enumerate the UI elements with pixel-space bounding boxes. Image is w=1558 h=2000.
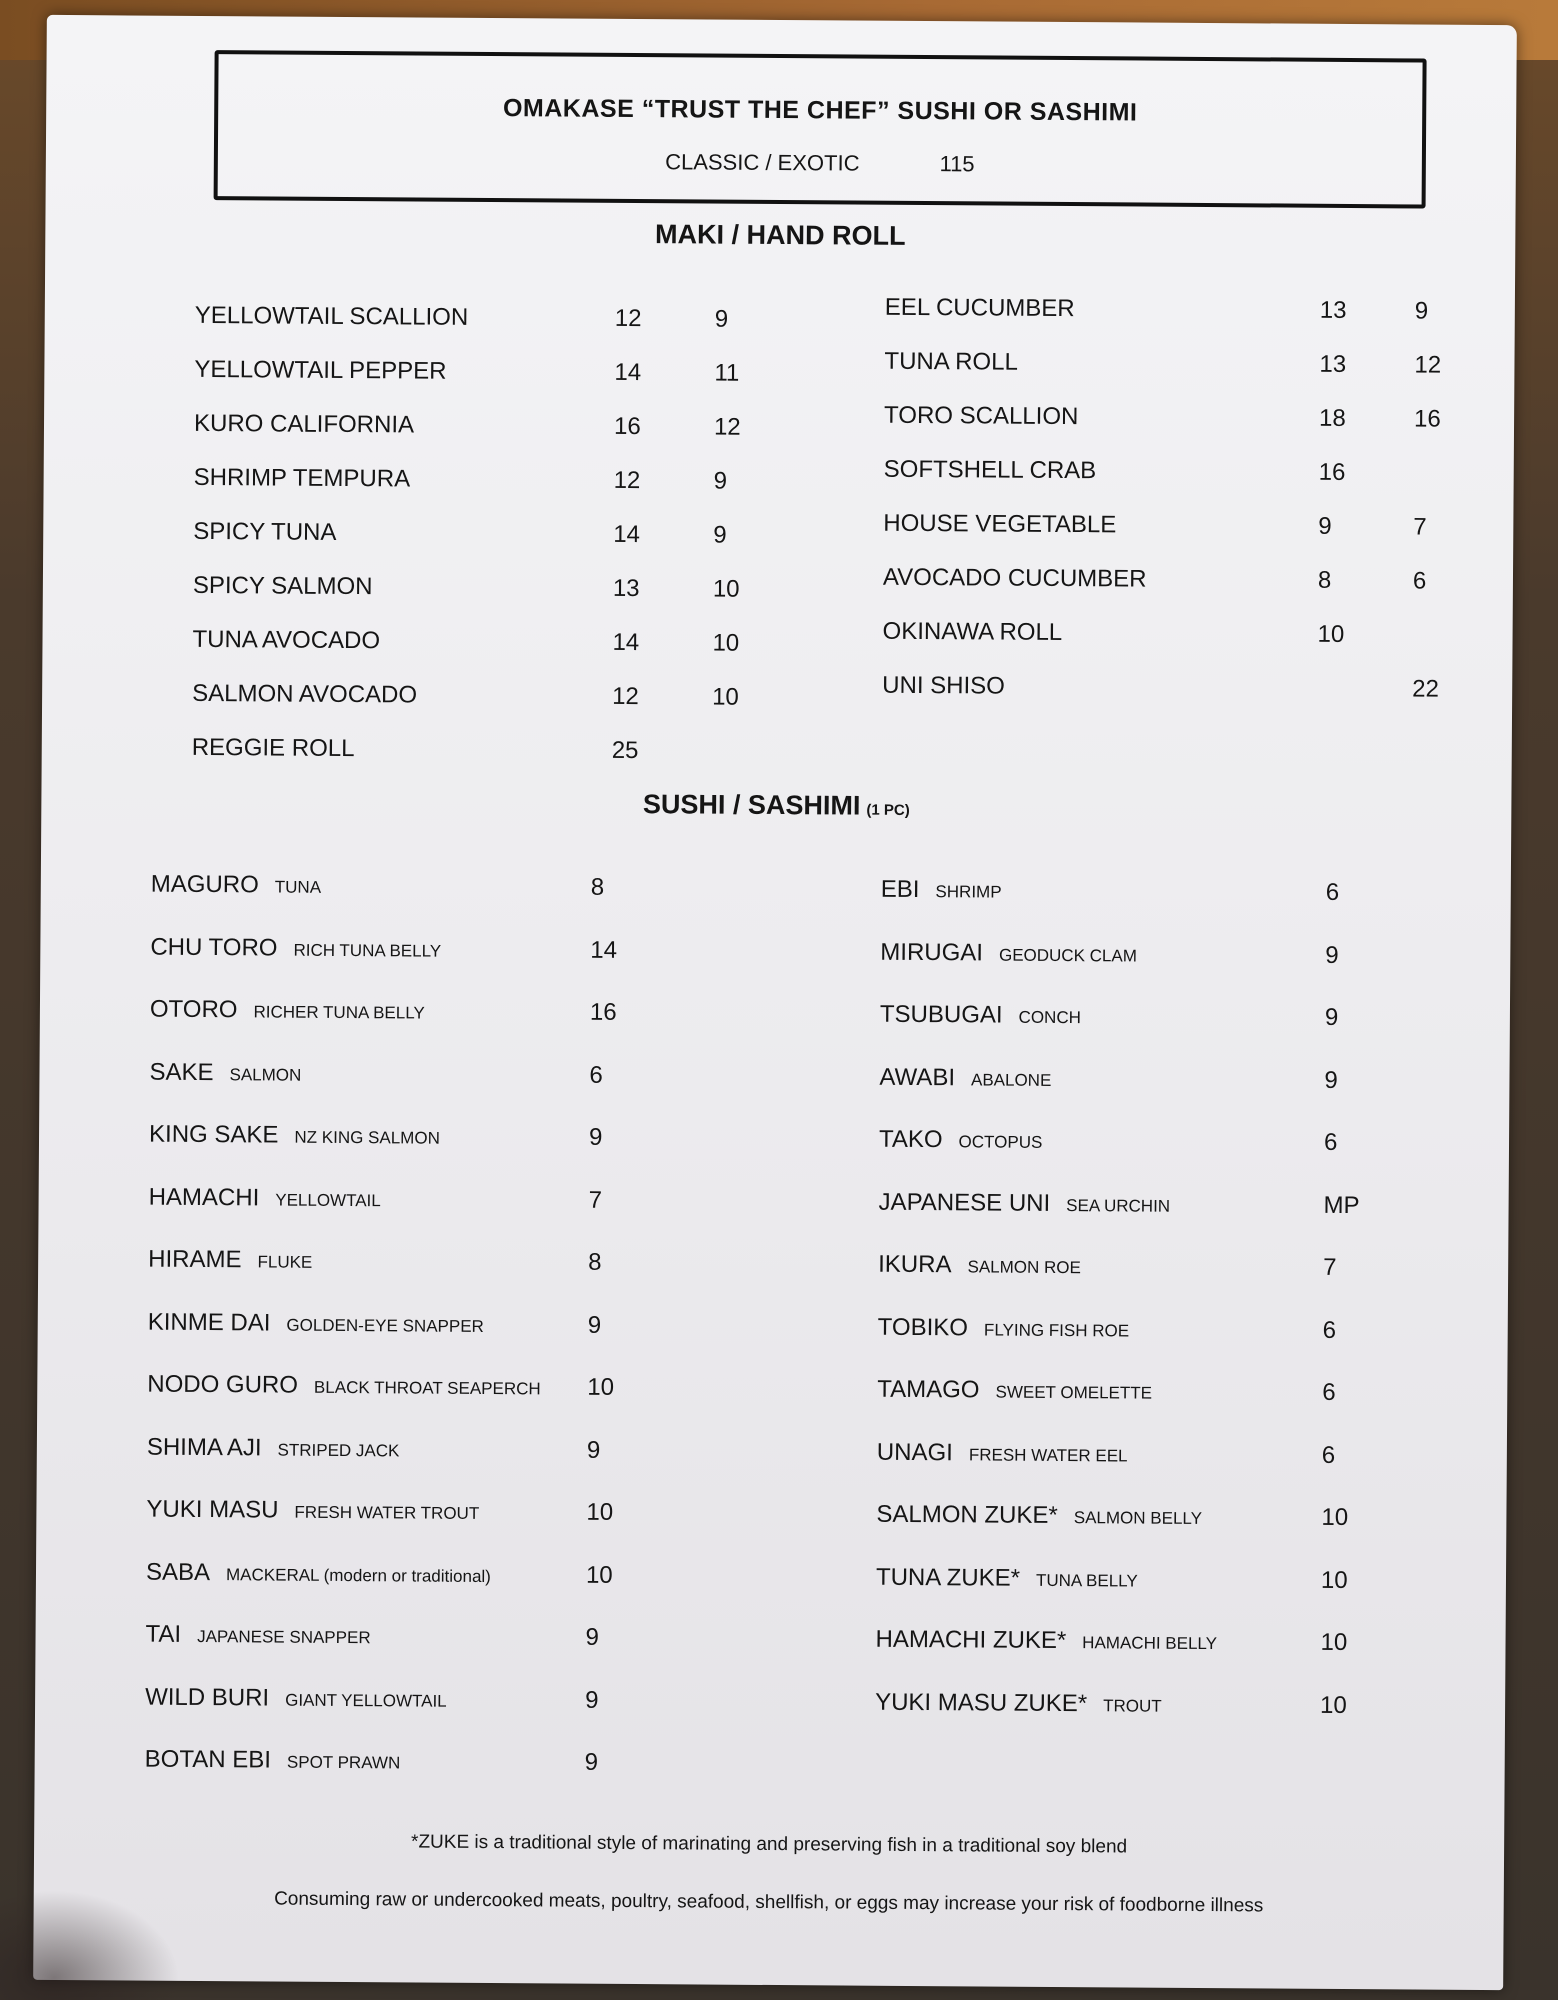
roll-price: 18 (1318, 404, 1346, 432)
list-item (876, 1560, 1381, 1598)
list-item (147, 1368, 647, 1405)
roll-price: 13 (612, 574, 640, 603)
item-japanese-name: SALMON ZUKE* (876, 1500, 1058, 1529)
item-price: 14 (590, 936, 618, 964)
list-item (192, 677, 792, 715)
list-item (145, 1743, 645, 1780)
item-name (877, 1373, 1152, 1411)
item-name (150, 993, 425, 1031)
item-name (877, 1435, 1128, 1473)
roll-price: 14 (614, 358, 642, 387)
item-name (876, 1560, 1138, 1598)
item-name (878, 1185, 1170, 1223)
roll-price: 9 (1318, 512, 1332, 540)
roll-price: 10 (1317, 620, 1345, 648)
item-name: SPICY TUNA (193, 517, 337, 546)
list-item (149, 1055, 649, 1092)
item-name: OKINAWA ROLL (882, 617, 1063, 646)
list-item (145, 1618, 645, 1655)
omakase-box (214, 50, 1427, 208)
list-item (875, 1685, 1380, 1723)
item-description: OCTOPUS (958, 1132, 1043, 1152)
list-item (884, 399, 1494, 437)
item-price: 9 (586, 1436, 601, 1464)
item-name: YELLOWTAIL SCALLION (194, 301, 469, 331)
item-price: 6 (1325, 878, 1340, 906)
item-japanese-name: TUNA ZUKE* (875, 1563, 1021, 1592)
item-name (880, 935, 1137, 973)
item-price: 8 (588, 1248, 602, 1276)
list-item (146, 1493, 646, 1530)
item-description: SHRIMP (935, 882, 1002, 902)
item-description: YELLOWTAIL (275, 1190, 381, 1210)
hand-roll-price: 22 (1412, 675, 1440, 703)
item-name (147, 1368, 541, 1407)
roll-price: 16 (1318, 458, 1346, 486)
list-item (877, 1373, 1382, 1411)
item-price: 7 (1323, 1253, 1337, 1281)
item-price: 10 (1321, 1503, 1349, 1532)
omakase-options: CLASSIC / EXOTIC (665, 149, 860, 176)
item-name: TORO SCALLION (884, 401, 1079, 431)
item-japanese-name: TAMAGO (877, 1375, 980, 1404)
item-name (145, 1680, 447, 1718)
item-name (148, 1305, 484, 1343)
item-description: FLUKE (257, 1252, 313, 1272)
list-item (193, 569, 793, 607)
list-item (151, 868, 651, 905)
list-item (879, 1060, 1384, 1098)
item-name (879, 1123, 1043, 1160)
item-japanese-name: IKURA (878, 1250, 952, 1279)
item-name (146, 1493, 479, 1531)
item-name: SPICY SALMON (192, 571, 373, 601)
item-japanese-name: YUKI MASU ZUKE* (875, 1688, 1088, 1717)
item-japanese-name: MIRUGAI (880, 938, 984, 966)
item-name: EEL CUCUMBER (884, 293, 1075, 323)
list-item (192, 623, 792, 661)
item-name: UNI SHISO (882, 671, 1005, 700)
item-description: FRESH WATER TROUT (294, 1502, 480, 1523)
menu-page (33, 15, 1517, 1990)
item-japanese-name: SAKE (149, 1058, 214, 1086)
item-name (150, 930, 441, 968)
roll-price: 13 (1319, 296, 1347, 324)
item-price: 6 (1322, 1316, 1337, 1344)
item-price: 10 (1320, 1628, 1348, 1657)
hand-roll-price: 7 (1413, 513, 1427, 541)
item-description: SALMON ROE (967, 1257, 1081, 1278)
item-description: STRIPED JACK (277, 1440, 400, 1460)
item-japanese-name: HIRAME (148, 1245, 242, 1274)
item-description: SALMON (229, 1064, 302, 1085)
item-price: 10 (1320, 1566, 1348, 1594)
list-item (883, 561, 1493, 599)
list-item (192, 731, 792, 769)
hand-roll-price: 10 (712, 629, 740, 657)
hand-roll-price: 9 (713, 467, 728, 495)
item-price: 10 (585, 1561, 613, 1589)
item-price: 9 (585, 1686, 599, 1714)
roll-price: 12 (614, 304, 642, 333)
item-price: 9 (588, 1123, 603, 1151)
item-description: BLACK THROAT SEAPERCH (313, 1377, 541, 1399)
list-item (149, 1118, 649, 1155)
item-price: 7 (588, 1186, 603, 1214)
item-name: HOUSE VEGETABLE (883, 509, 1117, 539)
item-price: 6 (1321, 1441, 1336, 1469)
item-price: 10 (587, 1373, 615, 1401)
list-item (193, 515, 793, 553)
item-name (146, 1555, 491, 1593)
roll-price: 25 (611, 736, 639, 765)
list-item (195, 299, 795, 337)
list-item (148, 1305, 648, 1342)
item-name (881, 873, 1002, 910)
item-japanese-name: EBI (880, 875, 920, 904)
item-name (148, 1243, 312, 1280)
item-name (876, 1498, 1202, 1536)
item-description: SEA URCHIN (1066, 1195, 1171, 1216)
health-warning: Consuming raw or undercooked meats, poultry, seafood, shellfish, or eggs may increase your risk of foodborne illness (274, 1888, 1264, 1917)
hand-roll-price: 10 (712, 683, 739, 711)
list-item (877, 1435, 1382, 1473)
list-item (875, 1623, 1380, 1661)
hand-roll-price: 9 (1414, 297, 1429, 325)
sushi-title: SUSHI / SASHIMI (642, 789, 861, 821)
roll-price: 12 (612, 682, 639, 711)
omakase-price: 115 (939, 151, 975, 177)
item-price: 9 (585, 1623, 600, 1651)
item-name (151, 868, 322, 905)
hand-roll-price: 9 (714, 305, 729, 333)
item-name: SALMON AVOCADO (192, 679, 418, 709)
item-price: 10 (586, 1498, 614, 1526)
item-description: FLYING FISH ROE (983, 1319, 1130, 1340)
item-name (878, 1310, 1130, 1348)
item-description: GOLDEN-EYE SNAPPER (286, 1315, 484, 1336)
item-description: SPOT PRAWN (286, 1752, 401, 1773)
item-japanese-name: NODO GURO (147, 1370, 299, 1399)
item-name (148, 1180, 380, 1218)
item-name (145, 1618, 370, 1656)
list-item (884, 345, 1494, 383)
list-item (149, 1180, 649, 1217)
list-item (885, 291, 1495, 329)
list-item (880, 998, 1385, 1036)
item-japanese-name: CHU TORO (150, 933, 278, 962)
item-name: YELLOWTAIL PEPPER (194, 355, 447, 385)
zuke-footnote: *ZUKE is a traditional style of marinating and preserving fish in a traditional soy blend (411, 1831, 1128, 1858)
list-item (882, 669, 1492, 707)
list-item (878, 1248, 1383, 1286)
list-item (146, 1555, 646, 1592)
roll-price: 14 (612, 628, 640, 657)
item-description: TROUT (1103, 1695, 1162, 1716)
item-japanese-name: SHIMA AJI (146, 1433, 262, 1461)
item-japanese-name: KINME DAI (147, 1308, 271, 1336)
item-description: RICHER TUNA BELLY (253, 1002, 425, 1023)
item-japanese-name: UNAGI (876, 1438, 953, 1466)
item-name: AVOCADO CUCUMBER (882, 563, 1147, 593)
omakase-line (218, 146, 1422, 180)
roll-price: 14 (613, 520, 641, 549)
item-japanese-name: WILD BURI (145, 1683, 270, 1711)
item-price: 16 (589, 998, 617, 1026)
list-item (148, 1243, 648, 1280)
item-name (147, 1430, 400, 1468)
item-price: 9 (1324, 1003, 1339, 1031)
list-item (147, 1430, 647, 1467)
list-item (194, 353, 794, 391)
item-japanese-name: TAI (145, 1620, 182, 1648)
hand-roll-price: 12 (1414, 351, 1442, 379)
item-description: CONCH (1018, 1007, 1081, 1028)
item-japanese-name: HAMACHI (148, 1183, 260, 1211)
item-name (875, 1623, 1217, 1661)
list-item (881, 873, 1386, 911)
hand-roll-price: 10 (712, 575, 740, 603)
list-item (883, 507, 1493, 545)
roll-price: 13 (1319, 350, 1347, 378)
item-japanese-name: OTORO (149, 995, 238, 1024)
item-description: ABALONE (970, 1069, 1052, 1090)
list-item (882, 615, 1492, 653)
item-description: MACKERAL (modern or traditional) (225, 1564, 491, 1586)
item-japanese-name: YUKI MASU (146, 1495, 279, 1524)
item-japanese-name: TOBIKO (877, 1313, 969, 1341)
item-japanese-name: HAMACHI ZUKE* (875, 1625, 1067, 1655)
list-item (876, 1498, 1381, 1536)
hand-roll-price: 12 (713, 413, 741, 441)
item-price: 9 (587, 1311, 602, 1339)
roll-price: 8 (1317, 566, 1332, 594)
item-name: SHRIMP TEMPURA (193, 463, 411, 493)
item-price: 9 (1324, 1066, 1338, 1094)
item-name (880, 998, 1081, 1035)
item-name: SOFTSHELL CRAB (883, 455, 1097, 485)
item-japanese-name: KING SAKE (148, 1120, 279, 1149)
list-item (884, 453, 1494, 491)
item-price: MP (1323, 1191, 1360, 1219)
item-name (149, 1118, 440, 1156)
item-name (878, 1248, 1081, 1285)
item-name: TUNA ROLL (884, 347, 1018, 376)
item-description: JAPANESE SNAPPER (197, 1626, 371, 1648)
sushi-section-title (41, 785, 1511, 826)
item-price: 6 (1322, 1378, 1336, 1406)
item-price: 6 (589, 1061, 603, 1089)
item-japanese-name: SABA (145, 1558, 211, 1586)
roll-price: 12 (613, 466, 641, 495)
list-item (194, 461, 794, 499)
maki-section-title: MAKI / HAND ROLL (655, 219, 906, 251)
item-japanese-name: TSUBUGAI (879, 1000, 1003, 1029)
sushi-note: (1 PC) (866, 801, 910, 819)
list-item (145, 1680, 645, 1717)
item-price: 8 (590, 873, 605, 901)
list-item (194, 407, 794, 445)
list-item (880, 935, 1385, 973)
hand-roll-price: 16 (1413, 405, 1441, 433)
item-name: REGGIE ROLL (191, 733, 355, 763)
hand-roll-price: 9 (713, 521, 727, 549)
item-description: HAMACHI BELLY (1082, 1633, 1218, 1654)
hand-roll-price: 6 (1412, 567, 1427, 595)
item-description: TUNA (274, 877, 322, 897)
item-name (145, 1743, 401, 1781)
item-japanese-name: MAGURO (150, 870, 259, 899)
item-description: RICH TUNA BELLY (293, 940, 442, 961)
item-description: SWEET OMELETTE (995, 1382, 1153, 1403)
item-price: 9 (584, 1748, 599, 1776)
item-japanese-name: BOTAN EBI (144, 1745, 272, 1774)
item-description: GEODUCK CLAM (998, 945, 1137, 966)
item-name (879, 1060, 1051, 1097)
list-item (150, 930, 650, 967)
item-description: SALMON BELLY (1073, 1508, 1203, 1528)
item-japanese-name: AWABI (879, 1063, 956, 1091)
item-description: GIANT YELLOWTAIL (285, 1690, 447, 1711)
item-description: FRESH WATER EEL (968, 1444, 1128, 1465)
item-price: 6 (1323, 1128, 1338, 1156)
item-name: TUNA AVOCADO (192, 625, 381, 655)
item-price: 9 (1325, 941, 1339, 969)
hand-roll-price: 11 (714, 359, 740, 387)
list-item (150, 993, 650, 1030)
item-name: KURO CALIFORNIA (193, 409, 415, 439)
omakase-title: OMAKASE “TRUST THE CHEF” SUSHI OR SASHIMI (502, 94, 1138, 127)
roll-price: 16 (613, 412, 641, 441)
item-description: TUNA BELLY (1035, 1570, 1138, 1591)
item-name (875, 1685, 1162, 1723)
item-japanese-name: JAPANESE UNI (878, 1188, 1051, 1217)
hand-shadow (0, 1890, 180, 2000)
list-item (878, 1310, 1383, 1348)
item-price: 10 (1320, 1691, 1347, 1719)
item-description: NZ KING SALMON (294, 1127, 440, 1148)
list-item (878, 1185, 1383, 1223)
item-name (149, 1055, 301, 1092)
item-japanese-name: TAKO (878, 1125, 943, 1154)
list-item (879, 1123, 1384, 1161)
